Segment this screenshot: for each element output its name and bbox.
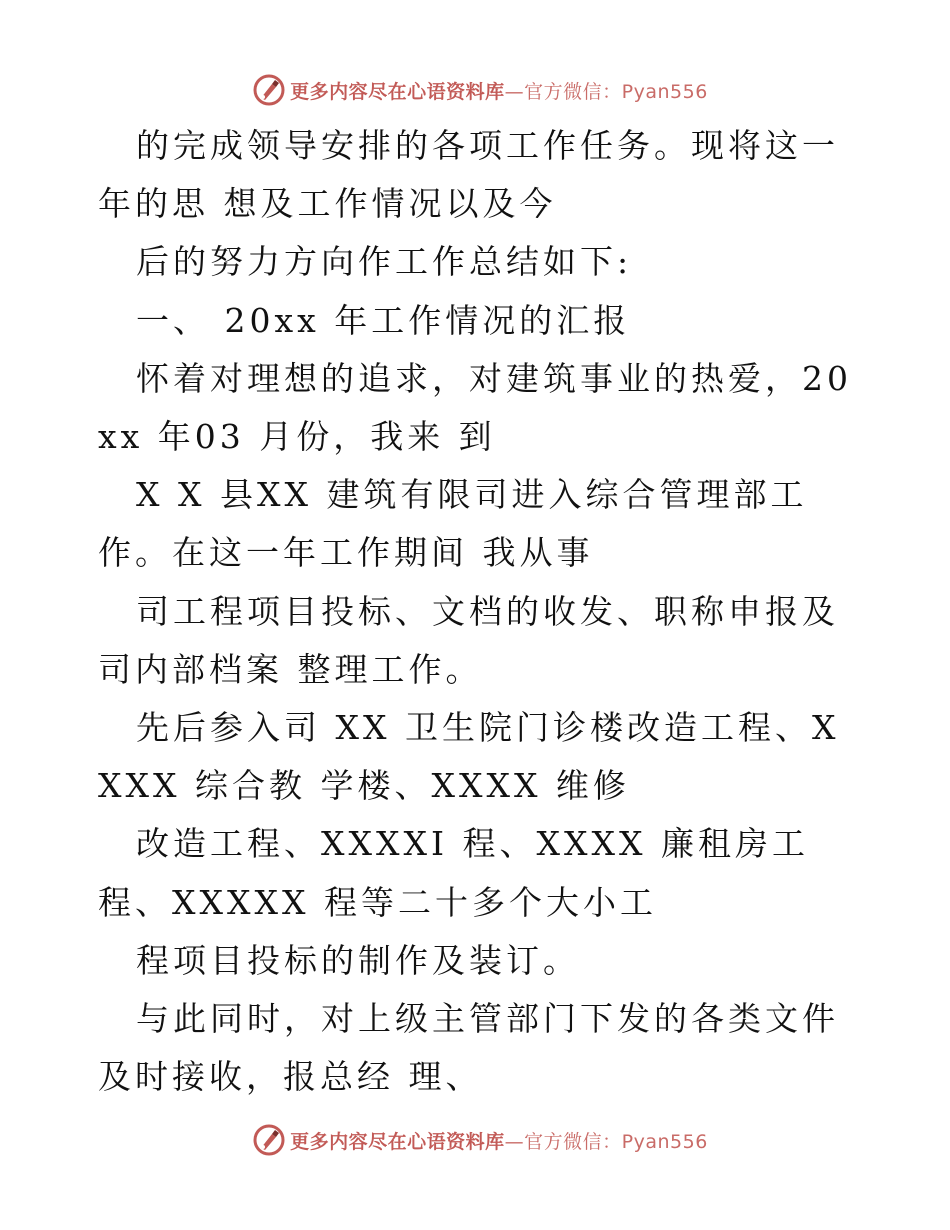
header-banner-dash: — (504, 80, 525, 103)
header-banner-inner (252, 73, 708, 107)
header-banner (0, 70, 950, 110)
paragraph: 程项目投标的制作及装订。 (136, 940, 580, 980)
paragraph: 先后参入司 XX 卫生院门诊楼改造工程、XXXX 综合教 学楼、XXXX 维修 (98, 708, 840, 806)
pen-seal-icon (252, 73, 286, 107)
pen-seal-icon (252, 1123, 286, 1157)
paragraph: 与此同时，对上级主管部门下发的各类文件及时接收，报总经 理、 (98, 999, 839, 1097)
paragraph: 司工程项目投标、文档的收发、职称申报及司内部档案 整理工作。 (98, 591, 839, 689)
document-body (98, 117, 858, 1106)
section-heading: 一、 20xx 年工作情况的汇报 (136, 300, 631, 340)
paragraph: 的完成领导安排的各项工作任务。现将这一年的思 想及工作情况以及今 (98, 126, 839, 224)
header-banner-text (290, 77, 708, 104)
header-banner-wechat: 官方微信：Pyan556 (524, 80, 708, 103)
paragraph: 后的努力方向作工作总结如下: (136, 242, 633, 282)
footer-banner-wechat: 官方微信：Pyan556 (524, 1130, 708, 1153)
header-banner-main: 更多内容尽在心语资料库 (290, 80, 505, 103)
footer-banner-text (290, 1127, 708, 1154)
footer-banner-dash: — (504, 1130, 525, 1153)
paragraph: X X 县XX 建筑有限司进入综合管理部工作。在这一年工作期间 我从事 (98, 475, 808, 573)
footer-banner (0, 1120, 950, 1160)
footer-banner-main: 更多内容尽在心语资料库 (290, 1130, 505, 1153)
footer-banner-inner (252, 1123, 708, 1157)
paragraph: 怀着对理想的追求，对建筑事业的热爱，20xx 年03 月份，我来 到 (98, 358, 852, 457)
paragraph: 改造工程、XXXXI 程、XXXX 廉租房工程、XXXXX 程等二十多个大小工 (98, 824, 809, 922)
